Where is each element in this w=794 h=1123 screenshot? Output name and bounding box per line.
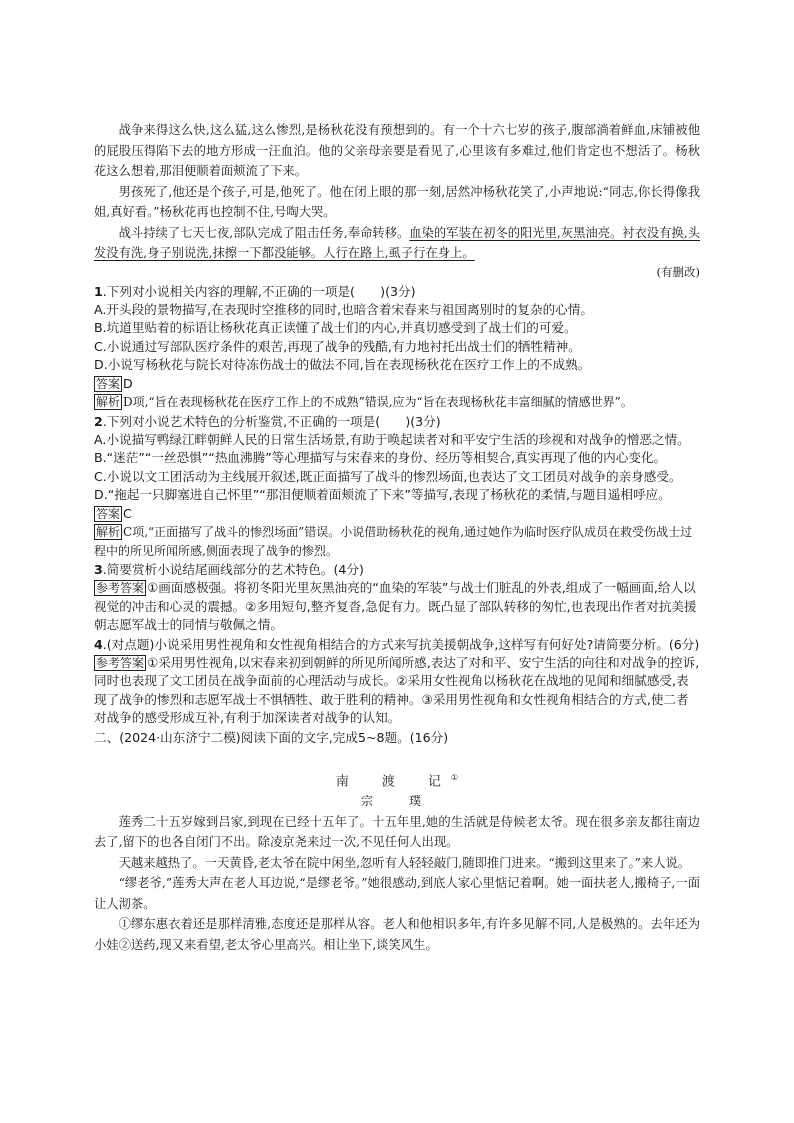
question-2-option-d: D.“拖起一只脚塞进自己怀里”“那泪便顺着面颊流了下来”等描写,表现了杨秋花的柔情,与题目遥相呼应。 — [94, 487, 671, 502]
question-1-answer-value: D — [123, 375, 133, 391]
document-page — [94, 120, 700, 955]
question-3-reference-text: ①画面感极强。将初冬阳光里灰黑油亮的“血染的军装”与战士们脏乱的外表,组成了一幅画面,给人以视觉的冲击和心灵的震撼。②多用短句,整齐复沓,急促有力。既凸显了部队转移的匆忙,也表现出作者对抗美援朝志愿军战士的同情与敬佩之情。 — [94, 580, 697, 632]
question-1-option-d: D.小说写杨秋花与院长对待冻伤战士的做法不同,旨在表现杨秋花在医疗工作上的不成熟。 — [94, 357, 591, 372]
question-1-option-a: A.开头段的景物描写,在表现时空推移的同时,也暗含着宋春来与祖国离别时的复杂的心情。 — [94, 301, 593, 317]
story2-paragraph-2: 天越来越热了。一天黄昏,老太爷在院中闲坐,忽听有人轻轻敲门,随即推门进来。“搬到这里来了。”来人说。 — [118, 855, 691, 870]
story2-title — [94, 768, 700, 792]
question-1-text: .下列对小说相关内容的理解,不正确的一项是( )(3分) — [102, 283, 416, 299]
question-1-answer — [94, 375, 700, 394]
reference-answer-tag: 参考答案 — [96, 581, 145, 595]
question-3-reference-answer — [94, 579, 700, 635]
answer-tag: 答案 — [96, 506, 121, 521]
story2-author: 宗 璞 — [360, 793, 433, 808]
story1-paragraph-1: 战争来得这么快,这么猛,这么惨烈,是杨秋花没有预想到的。有一个十六七岁的孩子,腹部淌着鲜血,床铺被他的屁股压得陷下去的地方形成一汪血泊。他的父亲母亲要是看见了,心里该有多难过,他们肯定也不想活了。杨秋花这么想着,那泪便顺着面颊流了下来。 — [94, 123, 700, 178]
question-2-analysis-text: C项,“正面描写了战斗的惨烈场面”错误。小说借助杨秋花的视角,通过她作为临时医疗队成员在救受伤战士过程中的所见所闻所感,侧面表现了战争的惨烈。 — [94, 525, 693, 558]
question-4-reference-answer — [94, 654, 700, 728]
revision-note: (有删改) — [656, 264, 700, 279]
question-3-text: .简要赏析小说结尾画线部分的艺术特色。(4分) — [102, 562, 364, 577]
story1-underlined-passage: 血染的军装在初冬的阳光里,灰黑油亮。衬衣没有换,头发没有洗,身子别说洗,抹擦一下都没能够。人行在路上,虱子行在身上。 — [94, 225, 700, 260]
question-2-analysis — [94, 523, 700, 560]
story2-paragraph-3: “缪老爷,”莲秀大声在老人耳边说,“是缪老爷。”她很感动,到底人家心里惦记着啊。她一面扶老人,搬椅子,一面让人沏茶。 — [94, 876, 700, 911]
question-4-text: .(对点题)小说采用男性视角和女性视角相结合的方式来写抗美援朝战争,这样写有何好处?请简要分析。(6分) — [102, 636, 700, 652]
question-2-text: .下列对小说艺术特色的分析鉴赏,不正确的一项是( )(3分) — [102, 413, 441, 429]
question-4-stem — [94, 635, 700, 654]
question-2-answer-value: C — [123, 505, 132, 521]
story1-paragraph-2: 男孩死了,他还是个孩子,可是,他死了。他在闭上眼的那一刻,居然冲杨秋花笑了,小声地说:“同志,你长得像我姐,真好看。”杨秋花再也控制不住,号啕大哭。 — [94, 184, 700, 219]
answer-tag: 答案 — [96, 376, 121, 391]
question-2-option-a: A.小说描写鸭绿江畔朝鲜人民的日常生活场景,有助于唤起读者对和平安宁生活的珍视和对战争的憎恶之情。 — [94, 431, 690, 447]
section-2-heading: 二、(2024·山东济宁二模)阅读下面的文字,完成5~8题。(16分) — [94, 729, 449, 745]
analysis-tag: 解析 — [96, 525, 121, 539]
story2-paragraph-1: 莲秀二十五岁嫁到吕家,到现在已经十五年了。十五年里,她的生活就是侍候老太爷。现在很多亲友都往南边去了,留下的也各自闭门不出。除凌京尧来过一次,不见任何人出现。 — [94, 814, 700, 850]
story2-paragraph-4: ①缪东惠衣着还是那样清雅,态度还是那样从容。老人和他相识多年,有许多见解不同,人是极熟的。去年还为小娃②送药,现又来看望,老太爷心里高兴。相让坐下,谈笑风生。 — [94, 917, 700, 952]
question-1-option-c: C.小说通过写部队医疗条件的艰苦,再现了战争的残酷,有力地衬托出战士们的牺牲精神。 — [94, 338, 581, 354]
question-4-reference-text: ①采用男性视角,以宋春来初到朝鲜的所见所闻所感,表达了对和平、安宁生活的向往和对战争的控诉,同时也表现了文工团员在战争面前的心理活动与成长。②采用女性视角以杨秋花在战地的见闻和细腻感受,表现了战争的惨烈和志愿军战士不惧牺牲、敢于胜利的精神。③采用男性视角和女性视角相结合的方式,使二者对战争的感受形成互补,有利于加深读者对战争的认知。 — [94, 654, 700, 725]
question-2-option-b: B.“迷茫”“一丝恐惧”“热血沸腾”等心理描写与宋春来的身份、经历等相契合,真实再现了他的内心变化。 — [94, 450, 667, 465]
question-1-analysis-text: D项,“旨在表现杨秋花在医疗工作上的不成熟”错误,应为“旨在表现杨秋花丰富细腻的情感世界”。 — [123, 395, 633, 409]
reference-answer-tag: 参考答案 — [96, 655, 145, 670]
question-2-option-c: C.小说以文工团活动为主线展开叙述,既正面描写了战斗的惨烈场面,也表达了文工团员对战争的亲身感受。 — [94, 468, 682, 484]
question-1-option-b: B.坑道里贴着的标语让杨秋花真正读懂了战士们的内心,并真切感受到了战士们的可爱。 — [94, 320, 577, 335]
story1-paragraph-3-text: 战斗持续了七天七夜,部队完成了阻击任务,奉命转移。 — [118, 225, 410, 240]
story1-paragraph-3 — [94, 223, 700, 264]
analysis-tag: 解析 — [96, 395, 121, 409]
question-1-analysis — [94, 393, 700, 412]
question-1-stem — [94, 282, 700, 301]
question-3-number: 3 — [94, 562, 103, 577]
question-3-stem — [94, 560, 700, 579]
story2-title-footnote-mark: ① — [450, 772, 459, 782]
question-2-answer — [94, 505, 700, 524]
question-2-number: 2 — [94, 413, 103, 429]
question-2-stem — [94, 412, 700, 431]
story2-title-text: 南 渡 记 — [335, 773, 451, 789]
question-1-number: 1 — [94, 283, 103, 299]
question-4-number: 4 — [94, 636, 103, 652]
